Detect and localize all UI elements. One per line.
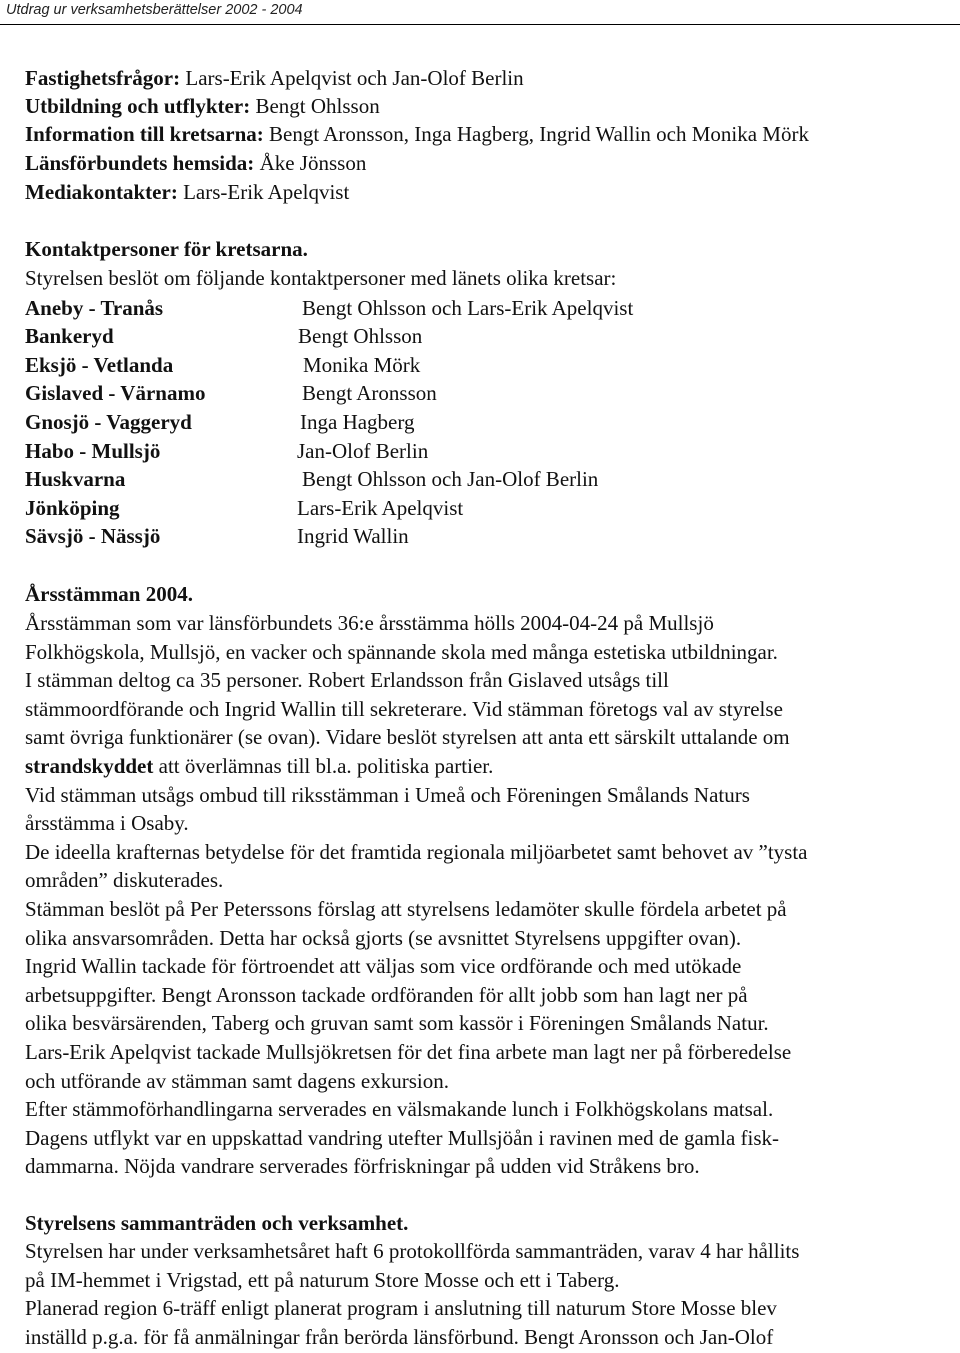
paragraph-line: Ingrid Wallin tackade för förtroendet att väljas som vice ordförande och med utökade — [25, 954, 742, 978]
paragraph-line: olika besvärsärenden, Taberg och gruvan samt som kassör i Föreningen Smålands Natur. — [25, 1011, 769, 1035]
role-line — [25, 122, 809, 146]
paragraph-line: områden” diskuterades. — [25, 868, 224, 892]
paragraph-line: De ideella krafternas betydelse för det framtida regionala miljöarbetet samt behovet av ”tysta — [25, 840, 808, 864]
section-heading: Styrelsens sammanträden och verksamhet. — [25, 1211, 409, 1235]
contact-person: Bengt Ohlsson och Jan-Olof Berlin — [302, 467, 599, 491]
role-value: Åke Jönsson — [254, 151, 367, 175]
paragraph-line: Folkhögskola, Mullsjö, en vacker och spännande skola med många estetiska utbildningar. — [25, 640, 778, 664]
role-value: Lars-Erik Apelqvist — [177, 180, 350, 204]
contact-person: Bengt Ohlsson och Lars-Erik Apelqvist — [302, 296, 634, 320]
role-label: Länsförbundets hemsida: — [25, 151, 255, 175]
paragraph-line: Stämman beslöt på Per Peterssons förslag att styrelsens ledamöter skulle fördela arbetet på — [25, 897, 787, 921]
paragraph-line: och utförande av stämman samt dagens exkursion. — [25, 1069, 449, 1093]
paragraph-line: årsstämma i Osaby. — [25, 811, 189, 835]
role-label: Fastighetsfrågor: — [25, 66, 181, 90]
emphasis: strandskyddet — [25, 754, 154, 778]
paragraph-line: arbetsuppgifter. Bengt Aronsson tackade ordföranden för allt jobb som han lagt ner på — [25, 983, 748, 1007]
krets-name: Gislaved - Värnamo — [25, 381, 206, 405]
role-label: Utbildning och utflykter: — [25, 94, 251, 118]
contact-person: Monika Mörk — [303, 353, 421, 377]
role-line — [25, 180, 349, 204]
krets-name: Jönköping — [25, 496, 120, 520]
krets-name: Huskvarna — [25, 467, 126, 491]
paragraph-line: Årsstämman som var länsförbundets 36:e årsstämma hölls 2004-04-24 på Mullsjö — [25, 611, 714, 635]
paragraph-line: dammarna. Nöjda vandrare serverades förfriskningar på udden vid Stråkens bro. — [25, 1154, 700, 1178]
paragraph-line: Styrelsen har under verksamhetsåret haft 6 protokollförda sammanträden, varav 4 har hållits — [25, 1239, 800, 1263]
krets-name: Aneby - Tranås — [25, 296, 164, 320]
paragraph-text: att överlämnas till bl.a. politiska partier. — [153, 754, 494, 778]
paragraph-line: olika ansvarsområden. Detta har också gjorts (se avsnittet Styrelsens uppgifter ovan). — [25, 926, 742, 950]
paragraph-line: I stämman deltog ca 35 personer. Robert Erlandsson från Gislaved utsågs till — [25, 668, 669, 692]
running-header: Utdrag ur verksamhetsberättelser 2002 - 2004 — [6, 2, 303, 18]
contact-person: Jan-Olof Berlin — [297, 439, 429, 463]
krets-name: Bankeryd — [25, 324, 114, 348]
paragraph-line: Styrelsen beslöt om följande kontaktpersoner med länets olika kretsar: — [25, 266, 617, 290]
paragraph-line: samt övriga funktionärer (se ovan). Vidare beslöt styrelsen att anta ett särskilt uttalande om — [25, 725, 790, 749]
paragraph-line: stämmoordförande och Ingrid Wallin till sekreterare. Vid stämman företogs val av styrelse — [25, 697, 783, 721]
contact-person: Inga Hagberg — [300, 410, 415, 434]
paragraph-line: inställd p.g.a. för få anmälningar från berörda länsförbund. Bengt Aronsson och Jan-Olof — [25, 1325, 774, 1349]
paragraph-line: Dagens utflykt var en uppskattad vandring utefter Mullsjöån i ravinen med de gamla fisk- — [25, 1126, 780, 1150]
paragraph-line — [25, 754, 493, 778]
section-heading: Kontaktpersoner för kretsarna. — [25, 237, 308, 261]
role-line — [25, 66, 524, 90]
role-value: Bengt Ohlsson — [250, 94, 380, 118]
paragraph-line: Planerad region 6-träff enligt planerat program i anslutning till naturum Store Mosse blev — [25, 1296, 777, 1320]
paragraph-line: Efter stämmoförhandlingarna serverades en välsmakande lunch i Folkhögskolans matsal. — [25, 1097, 774, 1121]
role-value: Bengt Aronsson, Inga Hagberg, Ingrid Wallin och Monika Mörk — [263, 122, 809, 146]
krets-name: Eksjö - Vetlanda — [25, 353, 174, 377]
krets-name: Habo - Mullsjö — [25, 439, 161, 463]
contact-person: Bengt Ohlsson — [298, 324, 423, 348]
contact-person: Lars-Erik Apelqvist — [297, 496, 464, 520]
paragraph-line: Lars-Erik Apelqvist tackade Mullsjökretsen för det fina arbete man lagt ner på förberedelse — [25, 1040, 792, 1064]
header-divider — [0, 24, 960, 25]
paragraph-line: Vid stämman utsågs ombud till riksstämman i Umeå och Föreningen Smålands Naturs — [25, 783, 750, 807]
role-line — [25, 151, 366, 175]
krets-name: Gnosjö - Vaggeryd — [25, 410, 192, 434]
role-label: Mediakontakter: — [25, 180, 178, 204]
section-heading: Årsstämman 2004. — [25, 582, 193, 606]
contact-person: Ingrid Wallin — [297, 524, 409, 548]
role-line — [25, 94, 380, 118]
role-label: Information till kretsarna: — [25, 122, 264, 146]
contact-person: Bengt Aronsson — [302, 381, 437, 405]
role-value: Lars-Erik Apelqvist och Jan-Olof Berlin — [180, 66, 524, 90]
paragraph-line: på IM-hemmet i Vrigstad, ett på naturum Store Mosse och ett i Taberg. — [25, 1268, 620, 1292]
krets-name: Sävsjö - Nässjö — [25, 524, 161, 548]
